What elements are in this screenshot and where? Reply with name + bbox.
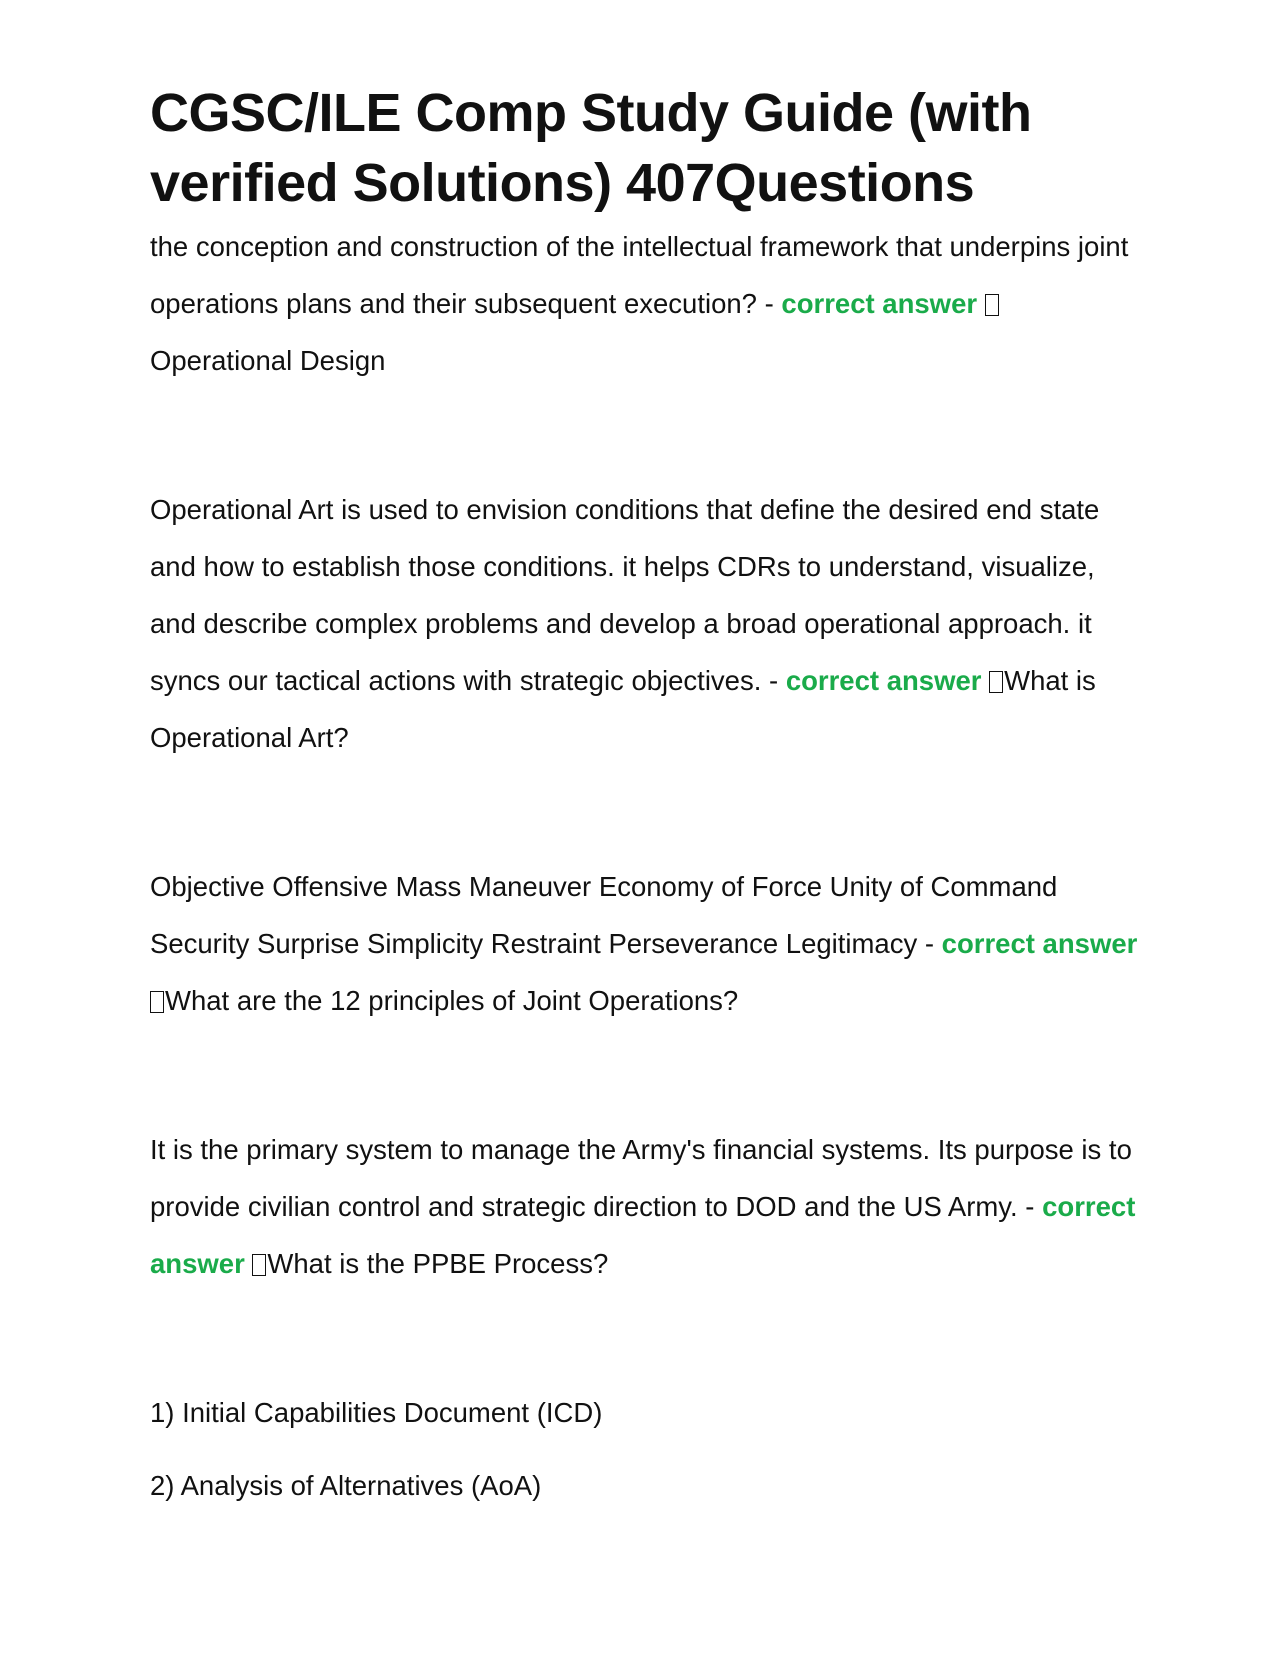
correct-answer-label: correct answer xyxy=(781,288,978,319)
qa-entry-3 xyxy=(150,858,1140,1029)
spacer xyxy=(150,766,1140,858)
missing-glyph-icon xyxy=(985,294,999,316)
qa-entry-4 xyxy=(150,1121,1140,1292)
spacer xyxy=(150,1029,1140,1121)
qa-entry-1 xyxy=(150,218,1140,389)
answer-text: What is Operational Art? xyxy=(150,665,1096,753)
correct-answer-label: correct answer xyxy=(941,928,1138,959)
question-text: Operational Art is used to envision conditions that define the desired end state and how to establish those conditions. it helps CDRs to understand, visualize, and describe complex problems and develop a broad operational approach. it syncs our tactical actions with strategic objectives. - xyxy=(150,494,1100,696)
question-text: the conception and construction of the intellectual framework that underpins joint operations plans and their subsequent execution? - xyxy=(150,231,1129,319)
question-text: Objective Offensive Mass Maneuver Economy of Force Unity of Command Security Surprise Simplicity Restraint Perseverance Legitimacy - xyxy=(150,871,1058,959)
document-title: CGSC/ILE Comp Study Guide (with verified Solutions) 407Questions xyxy=(150,83,1032,213)
list-item: 2) Analysis of Alternatives (AoA) xyxy=(150,1470,542,1501)
missing-glyph-icon xyxy=(252,1254,266,1276)
document-page xyxy=(150,78,1140,1514)
answer-text: Operational Design xyxy=(150,345,386,376)
answer-text: What is the PPBE Process? xyxy=(267,1248,609,1279)
correct-answer-label: correct answer xyxy=(785,665,982,696)
spacer xyxy=(150,389,1140,481)
missing-glyph-icon xyxy=(150,991,164,1013)
spacer xyxy=(150,1441,1140,1457)
answer-text: What are the 12 principles of Joint Operations? xyxy=(165,985,739,1016)
qa-entry-2 xyxy=(150,481,1140,766)
missing-glyph-icon xyxy=(989,671,1003,693)
correct-answer-label: correct answer xyxy=(150,1191,1136,1279)
list-item: 1) Initial Capabilities Document (ICD) xyxy=(150,1397,603,1428)
question-text: It is the primary system to manage the Army's financial systems. Its purpose is to provide civilian control and strategic direction to DOD and the US Army. - xyxy=(150,1134,1132,1222)
spacer xyxy=(150,1292,1140,1384)
